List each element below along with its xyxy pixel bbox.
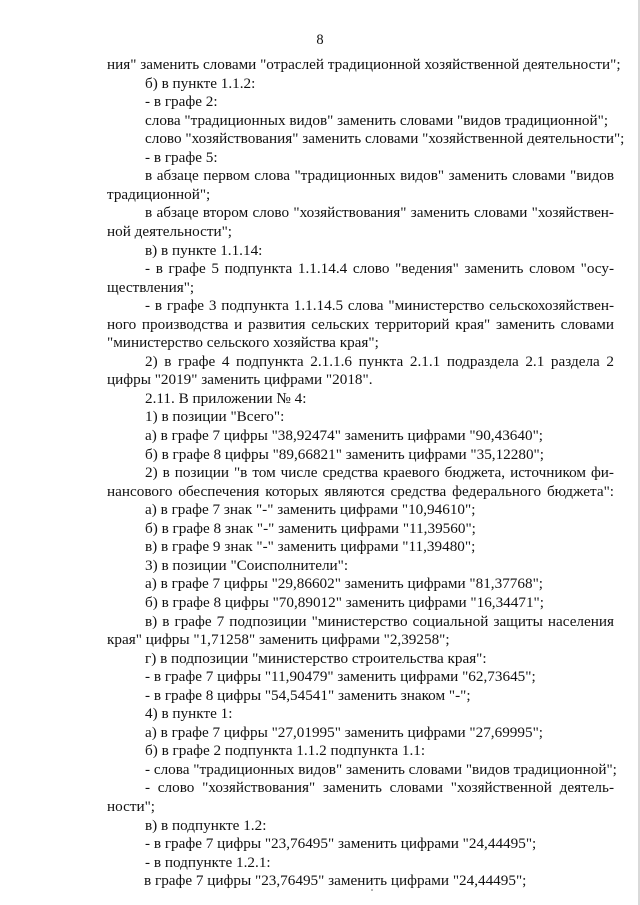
text-line: в) в подпункте 1.2: [145, 816, 267, 834]
text-line: края" цифры "1,71258" заменить цифрами "2,39258"; [107, 631, 450, 649]
text-line: - в графе 2: [145, 93, 218, 111]
text-line: 2.11. В приложении № 4: [145, 389, 307, 407]
text-line: 1) в позиции "Всего": [145, 408, 285, 426]
text-line: - в подпункте 1.2.1: [145, 853, 271, 871]
text-line: б) в графе 8 знак "-" заменить цифрами "11,39560"; [145, 519, 476, 537]
text-line: 3) в позиции "Соисполнители": [145, 556, 349, 574]
text-line: в абзаце первом слова "традиционных видов" заменить словами "видов [145, 167, 614, 185]
text-line: - в графе 5: [145, 148, 218, 166]
text-line: - в графе 5 подпункта 1.1.14.4 слово "ведения" заменить словом "осу- [145, 260, 614, 278]
scan-speck [371, 889, 373, 891]
text-line: в абзаце втором слово "хозяйствования" заменить словами "хозяйствен- [145, 204, 614, 222]
text-line: - слово "хозяйствования" заменить словами "хозяйственной деятель- [145, 779, 614, 797]
text-line: ния" заменить словами "отраслей традиционной хозяйственной деятельности"; [107, 56, 621, 73]
text-line: а) в графе 7 цифры "29,86602" заменить цифрами "81,37768"; [145, 575, 543, 593]
text-line: - в графе 3 подпункта 1.1.14.5 слова "министерство сельскохозяйствен- [145, 297, 614, 315]
text-line: а) в графе 7 цифры "27,01995" заменить цифрами "27,69995"; [145, 723, 543, 741]
text-line: - слова "традиционных видов" заменить словами "видов традиционной"; [145, 760, 617, 778]
text-line: г) в подпозиции "министерство строительства края": [145, 649, 487, 667]
text-line: ществления"; [107, 278, 195, 296]
text-line: 2) в графе 4 подпункта 2.1.1.6 пункта 2.1.1 подраздела 2.1 раздела 2 [145, 352, 614, 370]
text-line: - в графе 8 цифры "54,54541" заменить знаком "-"; [145, 686, 471, 704]
text-line: - в графе 7 цифры "11,90479" заменить цифрами "62,73645"; [145, 668, 536, 686]
text-line: слова "традиционных видов" заменить словами "видов традиционной"; [145, 111, 609, 129]
text-line: в) в графе 9 знак "-" заменить цифрами "11,39480"; [145, 538, 476, 556]
text-line: слово "хозяйствования" заменить словами "хозяйственной деятельности"; [145, 130, 625, 148]
text-line: в графе 7 цифры "23,76495" заменить цифрами "24,44495"; [144, 872, 527, 890]
page-number: 8 [316, 32, 324, 48]
text-line: б) в графе 8 цифры "70,89012" заменить цифрами "16,34471"; [145, 593, 544, 611]
text-line: традиционной"; [107, 185, 211, 203]
text-line: а) в графе 7 цифры "38,92474" заменить цифрами "90,43640"; [145, 427, 543, 444]
text-line: цифры "2019" заменить цифрами "2018". [107, 371, 373, 389]
text-line: б) в графе 2 подпункта 1.1.2 подпункта 1.1: [145, 742, 426, 760]
text-line: ной деятельности"; [107, 222, 233, 240]
text-line: 4) в пункте 1: [145, 705, 233, 723]
text-line: в) в пункте 1.1.14: [145, 241, 263, 259]
text-line: б) в графе 8 цифры "89,66821" заменить цифрами "35,12280"; [145, 445, 544, 463]
text-line: нансового обеспечения которых являются средства федерального бюджета": [107, 482, 614, 500]
text-line: б) в пункте 1.1.2: [145, 74, 256, 92]
text-line: 2) в позиции "в том числе средства краевого бюджета, источником фи- [145, 464, 614, 482]
text-line: "министерство сельского хозяйства края"; [107, 334, 379, 352]
text-line: а) в графе 7 знак "-" заменить цифрами "10,94610"; [145, 501, 476, 519]
text-line: ного производства и развития сельских территорий края" заменить словами [107, 315, 614, 333]
text-line: в) в графе 7 подпозиции "министерство социальной защиты населения [145, 612, 614, 630]
text-line: ности"; [107, 798, 156, 815]
text-line: - в графе 7 цифры "23,76495" заменить цифрами "24,44495"; [145, 835, 537, 853]
